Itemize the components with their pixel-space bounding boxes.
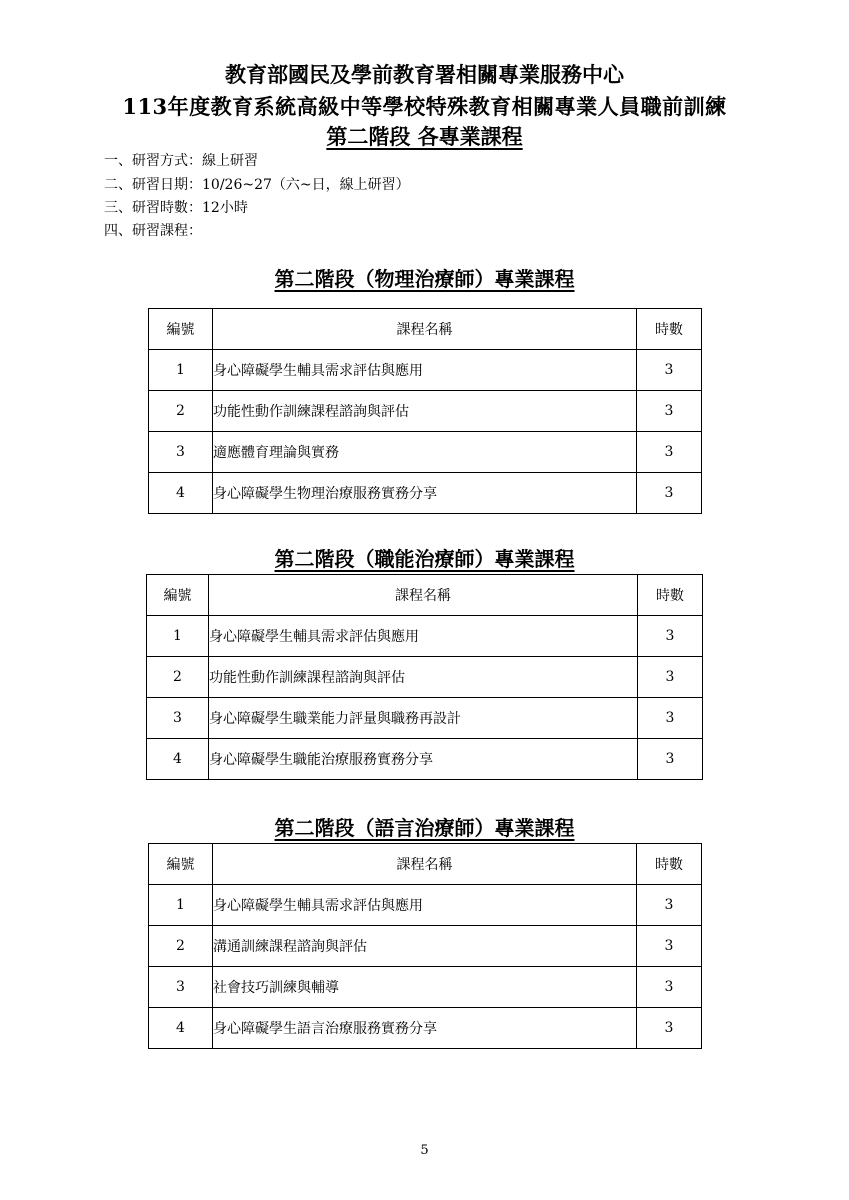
course-name: 身心障礙學生輔具需求評估與應用	[209, 616, 638, 657]
course-name: 溝通訓練課程諮詢與評估	[213, 926, 637, 967]
column-header-name: 課程名稱	[213, 844, 637, 885]
course-table-speech-therapy	[148, 843, 702, 1049]
course-no: 4	[149, 473, 213, 514]
course-no: 3	[149, 967, 213, 1008]
course-name: 身心障礙學生輔具需求評估與應用	[213, 350, 637, 391]
course-name: 身心障礙學生職能治療服務實務分享	[209, 739, 638, 780]
table-row	[149, 473, 702, 514]
table-row	[147, 698, 703, 739]
course-no: 3	[149, 432, 213, 473]
course-hours: 3	[637, 432, 702, 473]
column-header-name: 課程名稱	[209, 575, 638, 616]
course-table-physical-therapy	[148, 308, 702, 514]
course-name: 功能性動作訓練課程諮詢與評估	[213, 391, 637, 432]
table-row	[147, 739, 703, 780]
section-title-occupational-therapy: 第二階段（職能治療師）專業課程	[274, 547, 575, 571]
info-courses: 四、研習課程：	[104, 223, 202, 239]
course-no: 1	[147, 616, 209, 657]
course-hours: 3	[638, 739, 703, 780]
page-number: 5	[420, 1143, 429, 1158]
section-title-physical-therapy: 第二階段（物理治療師）專業課程	[274, 267, 575, 291]
column-header-no: 編號	[147, 575, 209, 616]
table-row	[149, 350, 702, 391]
table-header-row	[147, 575, 703, 616]
course-hours: 3	[637, 473, 702, 514]
course-name: 功能性動作訓練課程諮詢與評估	[209, 657, 638, 698]
course-hours: 3	[638, 698, 703, 739]
course-hours: 3	[637, 391, 702, 432]
course-hours: 3	[637, 926, 702, 967]
column-header-hours: 時數	[637, 844, 702, 885]
course-no: 3	[147, 698, 209, 739]
column-header-hours: 時數	[638, 575, 703, 616]
header-organization: 教育部國民及學前教育署相關專業服務中心	[225, 62, 624, 87]
course-name: 身心障礙學生物理治療服務實務分享	[213, 473, 637, 514]
course-name: 適應體育理論與實務	[213, 432, 637, 473]
table-row	[147, 616, 703, 657]
header-stage-title: 第二階段 各專業課程	[326, 124, 523, 149]
course-name: 社會技巧訓練與輔導	[213, 967, 637, 1008]
course-name: 身心障礙學生語言治療服務實務分享	[213, 1008, 637, 1049]
table-row	[149, 391, 702, 432]
table-header-row	[149, 309, 702, 350]
course-hours: 3	[638, 616, 703, 657]
table-row	[147, 657, 703, 698]
table-row	[149, 967, 702, 1008]
course-no: 2	[149, 391, 213, 432]
table-row	[149, 432, 702, 473]
course-hours: 3	[637, 967, 702, 1008]
info-hours: 三、研習時數：12小時	[104, 200, 248, 216]
table-header-row	[149, 844, 702, 885]
course-name: 身心障礙學生職業能力評量與職務再設計	[209, 698, 638, 739]
course-hours: 3	[637, 885, 702, 926]
table-row	[149, 1008, 702, 1049]
table-row	[149, 885, 702, 926]
course-hours: 3	[638, 657, 703, 698]
course-no: 1	[149, 350, 213, 391]
course-no: 4	[147, 739, 209, 780]
column-header-no: 編號	[149, 309, 213, 350]
column-header-name: 課程名稱	[213, 309, 637, 350]
info-date: 二、研習日期：10/26~27（六~日，線上研習）	[104, 177, 410, 193]
course-name: 身心障礙學生輔具需求評估與應用	[213, 885, 637, 926]
course-no: 1	[149, 885, 213, 926]
course-hours: 3	[637, 350, 702, 391]
table-row	[149, 926, 702, 967]
course-no: 2	[147, 657, 209, 698]
header-program-title: 113年度教育系統高級中等學校特殊教育相關專業人員職前訓練	[122, 94, 727, 119]
column-header-hours: 時數	[637, 309, 702, 350]
info-method: 一、研習方式：線上研習	[104, 153, 258, 169]
course-hours: 3	[637, 1008, 702, 1049]
course-no: 4	[149, 1008, 213, 1049]
section-title-speech-therapy: 第二階段（語言治療師）專業課程	[274, 816, 575, 840]
course-table-occupational-therapy	[146, 574, 703, 780]
column-header-no: 編號	[149, 844, 213, 885]
course-no: 2	[149, 926, 213, 967]
